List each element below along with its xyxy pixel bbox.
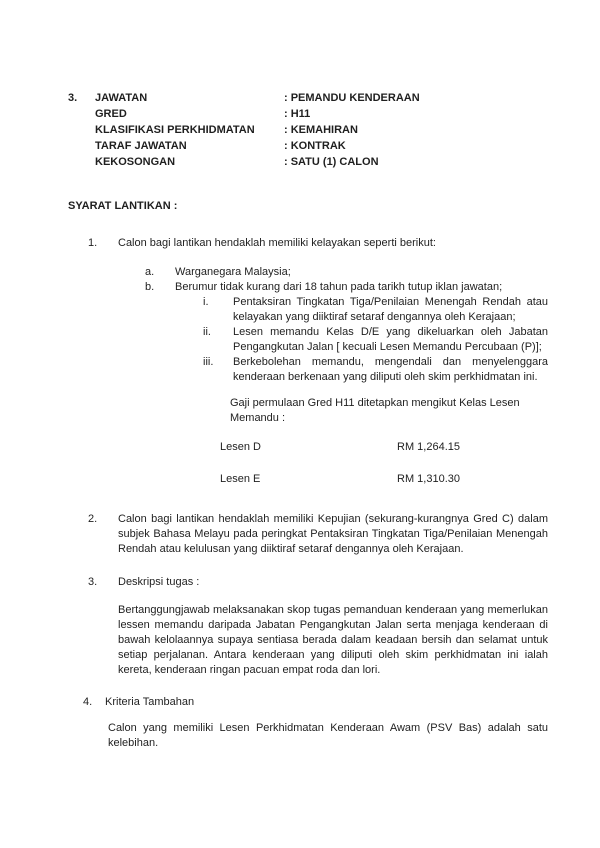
salary-row-lesen-d <box>220 440 548 455</box>
item1-text: Calon bagi lantikan hendaklah memiliki kelayakan seperti berikut: <box>118 237 436 249</box>
position-row-jawatan <box>95 90 548 106</box>
item3-title: Deskripsi tugas : <box>118 576 200 588</box>
roman-marker: iii. <box>203 356 214 368</box>
list-item-number: 4. <box>83 696 93 708</box>
roman-text: Berkebolehan memandu, mengendali dan menyelenggara kenderaan berkenaan yang diliputi oleh skim perkhidmatan ini. <box>233 356 548 383</box>
sub-item-marker: a. <box>145 266 155 278</box>
position-details-table <box>95 90 548 170</box>
item2-text: Calon bagi lantikan hendaklah memiliki Kepujian (sekurang-kurangnya Gred C) dalam subjek Bahasa Melayu pada peringkat Pentaksiran Tingkatan Tiga/Penilaian Menengah Rendah atau kelulusan yang diiktiraf setaraf dengannya oleh Kerajaan. <box>118 513 548 555</box>
item4-text: Calon yang memiliki Lesen Perkhidmatan Kenderaan Awam (PSV Bas) adalah satu kelebihan. <box>108 722 548 749</box>
position-value: : KONTRAK <box>284 140 346 152</box>
position-label: KEKOSONGAN <box>95 156 176 168</box>
salary-intro: Gaji permulaan Gred H11 ditetapkan mengikut Kelas Lesen Memandu : <box>230 397 520 424</box>
list-item-number: 2. <box>88 513 98 525</box>
salary-amount: RM 1,310.30 <box>397 473 460 485</box>
position-details-block <box>68 90 548 170</box>
list-item-3 <box>88 575 548 678</box>
roman-item-iii <box>203 355 548 385</box>
sub-item-text: Warganegara Malaysia; <box>175 266 291 278</box>
salary-row-lesen-e <box>220 472 548 487</box>
roman-marker: ii. <box>203 326 211 338</box>
position-row-taraf <box>95 138 548 154</box>
roman-text: Pentaksiran Tingkatan Tiga/Penilaian Menengah Rendah atau kelayakan yang diiktiraf setaraf dengannya oleh Kerajaan; <box>233 296 548 323</box>
position-label: TARAF JAWATAN <box>95 140 187 152</box>
list-item-1 <box>88 236 548 487</box>
position-value: : KEMAHIRAN <box>284 124 358 136</box>
position-value: : PEMANDU KENDERAAN <box>284 92 420 104</box>
roman-item-i <box>203 295 548 325</box>
salary-license: Lesen D <box>220 441 261 453</box>
position-value: : H11 <box>284 108 311 120</box>
item3-text: Bertanggungjawab melaksanakan skop tugas pemanduan kenderaan yang memerlukan lessen memandu daripada Jabatan Pengangkutan Jalan serta menjaga kenderaan di bawah kelolaannya supaya sentiasa berada dalam keadaan bersih dan selamat untuk setiap perjalanan. Antara kenderaan yang diliputi oleh skim perkhidmatan ini ialah kereta, kenderaan ringan pacuan empat roda dan lori. <box>118 604 548 676</box>
position-label: KLASIFIKASI PERKHIDMATAN <box>95 124 255 136</box>
roman-text: Lesen memandu Kelas D/E yang dikeluarkan oleh Jabatan Pengangkutan Jalan [ kecuali Lesen Memandu Percubaan (P)]; <box>233 326 548 353</box>
roman-marker: i. <box>203 296 209 308</box>
position-value: : SATU (1) CALON <box>284 156 379 168</box>
position-row-kekosongan <box>95 154 548 170</box>
list-item-number: 1. <box>88 237 98 249</box>
sub-item-marker: b. <box>145 281 155 293</box>
salary-amount: RM 1,264.15 <box>397 441 460 453</box>
sub-item-a <box>145 265 548 280</box>
item4-title: Kriteria Tambahan <box>105 696 195 708</box>
roman-item-ii <box>203 325 548 355</box>
position-label: JAWATAN <box>95 92 148 104</box>
position-section-number: 3. <box>68 92 78 104</box>
section-title: SYARAT LANTIKAN : <box>68 200 178 212</box>
list-item-number: 3. <box>88 576 98 588</box>
list-item-2 <box>88 512 548 557</box>
salary-license: Lesen E <box>220 473 261 485</box>
list-item-4 <box>83 695 548 710</box>
position-row-gred <box>95 106 548 122</box>
sub-item-text: Berumur tidak kurang dari 18 tahun pada tarikh tutup iklan jawatan; <box>175 281 503 293</box>
position-label: GRED <box>95 108 127 120</box>
sub-item-b <box>145 280 548 295</box>
position-row-klasifikasi <box>95 122 548 138</box>
